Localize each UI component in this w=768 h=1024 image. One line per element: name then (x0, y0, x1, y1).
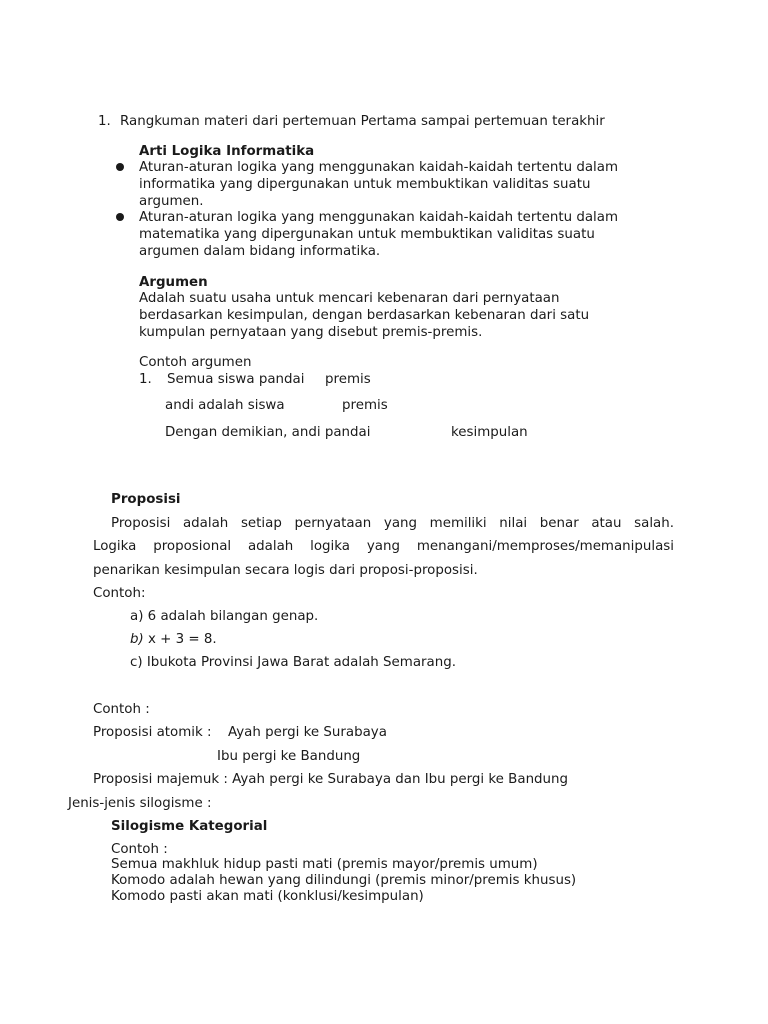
example-row2-text: andi adalah siswa (165, 398, 285, 413)
example-number: 1. (139, 372, 152, 387)
bullet-icon (116, 163, 124, 171)
atomik-label: Proposisi atomik : (93, 725, 212, 740)
argumen-line1: Adalah suatu usaha untuk mencari kebenaran dari pernyataan (139, 291, 560, 306)
bullet-icon (116, 213, 124, 221)
proposisi-para-line1: Proposisi adalah setiap pernyataan yang memiliki nilai benar atau salah. (111, 516, 674, 531)
atomik-example1: Ayah pergi ke Surabaya (228, 725, 387, 740)
arti-bullet1-line2: informatika yang dipergunakan untuk membuktikan validitas suatu (139, 177, 591, 192)
proposisi-contoh-label: Contoh: (93, 586, 146, 601)
arti-bullet2-line2: matematika yang dipergunakan untuk membuktikan validitas suatu (139, 227, 595, 242)
contoh-c: c) Ibukota Provinsi Jawa Barat adalah Semarang. (130, 655, 456, 670)
argumen-line2: berdasarkan kesimpulan, dengan berdasarkan kebenaran dari satu (139, 308, 590, 323)
silogisme-line3: Komodo pasti akan mati (konklusi/kesimpulan) (111, 889, 424, 904)
silogisme-heading: Silogisme Kategorial (111, 819, 268, 834)
majemuk-line: Proposisi majemuk : Ayah pergi ke Surabaya dan Ibu pergi ke Bandung (93, 772, 569, 787)
arti-heading: Arti Logika Informatika (139, 144, 315, 159)
atomik-example2: Ibu pergi ke Bandung (217, 749, 361, 764)
example-row1-text: Semua siswa pandai (167, 372, 305, 387)
proposisi-heading: Proposisi (111, 492, 181, 507)
example-row2-tag: premis (342, 398, 388, 413)
silogisme-line2: Komodo adalah hewan yang dilindungi (premis minor/premis khusus) (111, 873, 577, 888)
contoh2-label: Contoh : (93, 702, 150, 717)
contoh-b (130, 631, 217, 648)
contoh-b-expr: x + 3 = 8. (148, 632, 217, 647)
silogisme-contoh-label: Contoh : (111, 842, 168, 857)
arti-bullet1-line1: Aturan-aturan logika yang menggunakan kaidah-kaidah tertentu dalam (139, 160, 618, 175)
jenis-silogisme-label: Jenis-jenis silogisme : (68, 796, 212, 811)
arti-bullet2-line1: Aturan-aturan logika yang menggunakan kaidah-kaidah tertentu dalam (139, 210, 618, 225)
arti-bullet1-line3: argumen. (139, 194, 204, 209)
example-row3-tag: kesimpulan (451, 425, 528, 440)
contoh-b-prefix: b) (130, 632, 144, 647)
argumen-line3: kumpulan pernyataan yang disebut premis-premis. (139, 325, 483, 340)
example-row3-text: Dengan demikian, andi pandai (165, 425, 371, 440)
example-row1-tag: premis (325, 372, 371, 387)
section-title: Rangkuman materi dari pertemuan Pertama sampai pertemuan terakhir (120, 114, 605, 129)
proposisi-para-line2: Logika proposional adalah logika yang menangani/memproses/memanipulasi (93, 539, 674, 554)
contoh-argumen-label: Contoh argumen (139, 355, 252, 370)
argumen-heading: Argumen (139, 275, 208, 290)
contoh-a: a) 6 adalah bilangan genap. (130, 609, 319, 624)
arti-bullet2-line3: argumen dalam bidang informatika. (139, 244, 381, 259)
silogisme-line1: Semua makhluk hidup pasti mati (premis mayor/premis umum) (111, 857, 538, 872)
list-number-1: 1. (98, 114, 111, 129)
proposisi-para-line3: penarikan kesimpulan secara logis dari proposi-proposisi. (93, 563, 478, 578)
